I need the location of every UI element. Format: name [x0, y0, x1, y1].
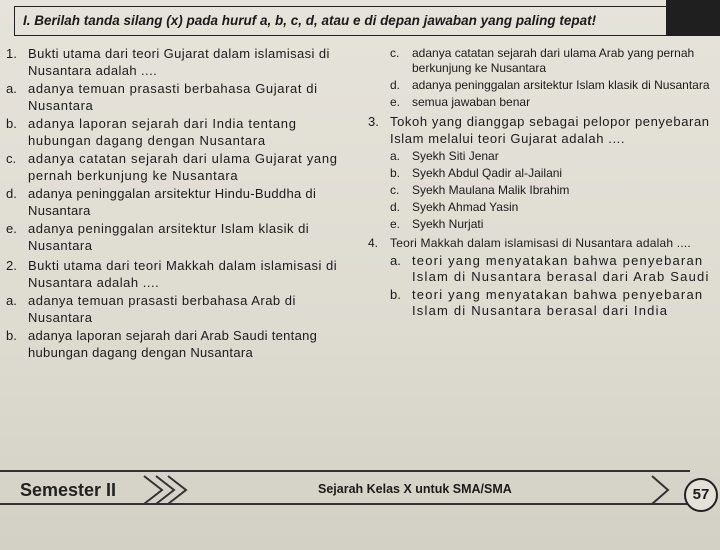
option-text: Syekh Abdul Qadir al-Jailani — [412, 166, 563, 180]
right-column — [368, 46, 716, 321]
question-1 — [6, 46, 356, 79]
option-letter[interactable]: a. — [6, 81, 17, 96]
option-1e-continued[interactable] — [390, 95, 716, 110]
option-2b[interactable] — [6, 328, 356, 361]
option-3d[interactable] — [390, 200, 716, 215]
question-text: Tokoh yang dianggap sebagai pelopor penyebaran Islam melalui teori Gujarat adalah .... — [390, 114, 710, 146]
option-text: adanya catatan sejarah dari ulama Gujarat yang pernah berkunjung ke Nusantara — [28, 151, 338, 183]
option-1c-continued[interactable] — [390, 46, 716, 76]
footer-ornament-icon — [140, 474, 200, 506]
option-text: Syekh Maulana Malik Ibrahim — [412, 183, 570, 197]
question-1-options — [6, 81, 356, 254]
option-letter[interactable]: b. — [390, 287, 401, 302]
corner-tab — [666, 0, 720, 36]
instruction-text: I. Berilah tanda silang (x) pada huruf a, b, c, d, atau e di depan jawaban yang paling tepat! — [23, 13, 597, 28]
footer-ornament-right-icon — [648, 474, 678, 506]
option-letter[interactable]: b. — [6, 328, 17, 343]
question-3-options — [368, 149, 716, 232]
option-text: adanya laporan sejarah dari India tentang hubungan dagang dengan Nusantara — [28, 116, 297, 148]
option-letter[interactable]: a. — [390, 253, 401, 268]
option-4b[interactable] — [390, 287, 716, 319]
option-letter[interactable]: c. — [6, 151, 17, 166]
page-number-badge — [684, 478, 718, 512]
option-letter[interactable]: e. — [390, 217, 401, 231]
option-letter[interactable]: c. — [390, 46, 400, 60]
option-2a[interactable] — [6, 293, 356, 326]
option-text: teori yang menyatakan bahwa penyebaran Islam di Nusantara berasal dari Arab Saudi — [412, 253, 710, 284]
option-letter[interactable]: d. — [6, 186, 17, 201]
option-text: adanya temuan prasasti berbahasa Arab di Nusantara — [28, 293, 296, 325]
question-2 — [6, 258, 356, 291]
option-letter[interactable]: b. — [6, 116, 17, 131]
question-3 — [368, 114, 716, 147]
question-number: 4. — [368, 236, 379, 250]
option-text: adanya temuan prasasti berbahasa Gujarat di Nusantara — [28, 81, 318, 113]
option-letter[interactable]: e. — [6, 221, 17, 236]
option-letter[interactable]: d. — [390, 78, 401, 92]
page-number: 57 — [692, 486, 710, 503]
option-letter[interactable]: d. — [390, 200, 401, 214]
option-1a[interactable] — [6, 81, 356, 114]
option-text: Syekh Ahmad Yasin — [412, 200, 519, 214]
page-footer — [0, 460, 720, 520]
semester-label: Semester II — [20, 480, 117, 500]
option-text: adanya peninggalan arsitektur Hindu-Buddha di Nusantara — [28, 186, 317, 218]
option-text: Syekh Siti Jenar — [412, 149, 499, 163]
option-1c[interactable] — [6, 151, 356, 184]
question-text: Teori Makkah dalam islamisasi di Nusantara adalah .... — [390, 236, 691, 250]
option-letter[interactable]: b. — [390, 166, 401, 180]
option-text: adanya catatan sejarah dari ulama Arab yang pernah berkunjung ke Nusantara — [412, 46, 695, 75]
option-1d[interactable] — [6, 186, 356, 219]
option-text: semua jawaban benar — [412, 95, 531, 109]
option-1e[interactable] — [6, 221, 356, 254]
question-4-options — [368, 253, 716, 319]
option-text: adanya peninggalan arsitektur Islam klasik di Nusantara — [28, 221, 310, 253]
option-letter[interactable]: a. — [390, 149, 401, 163]
question-2-options — [6, 293, 356, 361]
footer-top-rule — [0, 470, 690, 472]
option-text: adanya peninggalan arsitektur Islam klasik di Nusantara — [412, 78, 710, 92]
option-3a[interactable] — [390, 149, 716, 164]
option-text: adanya laporan sejarah dari Arab Saudi tentang hubungan dagang dengan Nusantara — [28, 328, 318, 360]
option-1b[interactable] — [6, 116, 356, 149]
question-number: 2. — [6, 258, 17, 273]
question-number: 1. — [6, 46, 17, 61]
instruction-box — [14, 6, 668, 36]
option-3c[interactable] — [390, 183, 716, 198]
option-4a[interactable] — [390, 253, 716, 285]
option-1d-continued[interactable] — [390, 78, 716, 93]
option-letter[interactable]: a. — [6, 293, 17, 308]
question-number: 3. — [368, 114, 379, 129]
option-letter[interactable]: e. — [390, 95, 401, 109]
option-letter[interactable]: c. — [390, 183, 400, 197]
left-column — [6, 46, 356, 363]
book-title: Sejarah Kelas X untuk SMA/SMA — [318, 482, 512, 496]
option-text: teori yang menyatakan bahwa penyebaran Islam di Nusantara berasal dari India — [412, 287, 704, 318]
question-1-options-continued — [368, 46, 716, 110]
question-text: Bukti utama dari teori Gujarat dalam islamisasi di Nusantara adalah .... — [28, 46, 330, 78]
option-3b[interactable] — [390, 166, 716, 181]
footer-bottom-rule — [0, 503, 690, 505]
option-3e[interactable] — [390, 217, 716, 232]
option-text: Syekh Nurjati — [412, 217, 484, 231]
question-4 — [368, 236, 716, 251]
question-text: Bukti utama dari teori Makkah dalam islamisasi di Nusantara adalah .... — [28, 258, 338, 290]
